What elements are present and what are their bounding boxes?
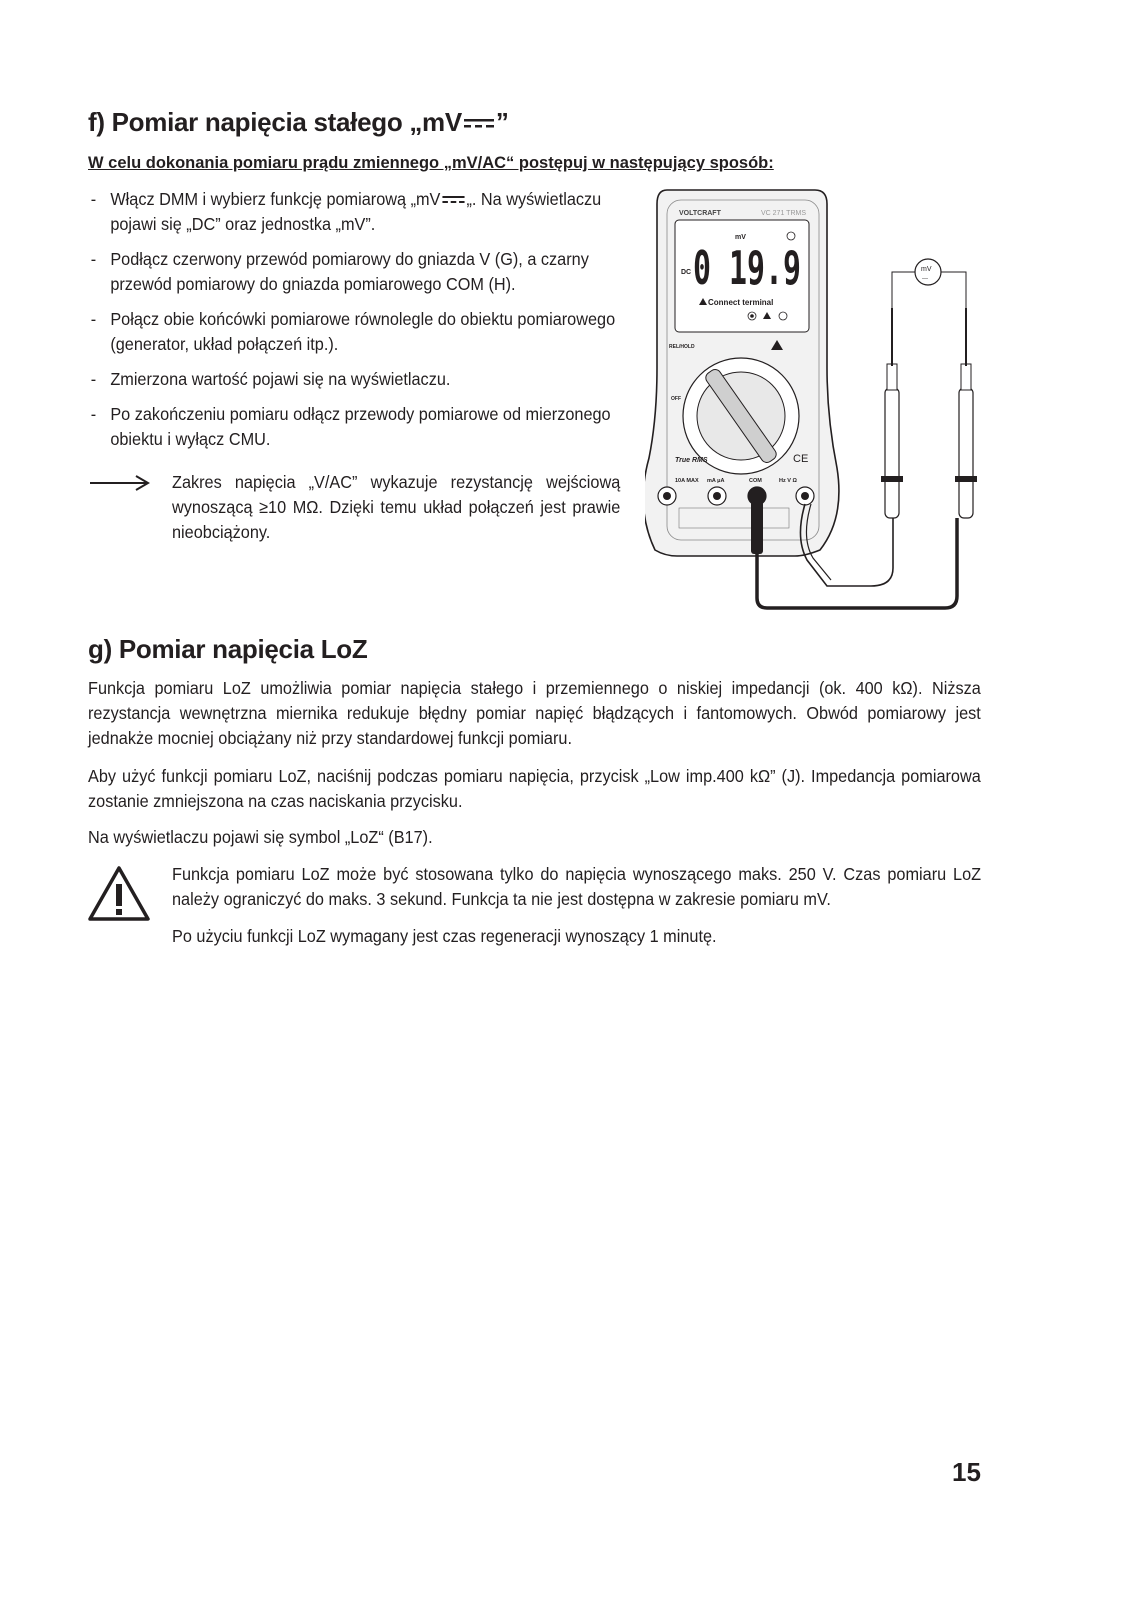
list-item: - Zmierzona wartość pojawi się na wyświetlaczu. [88,367,620,392]
ce-mark: CE [793,453,809,465]
page-number: 15 [952,1457,981,1487]
list-item: - Podłącz czerwony przewód pomiarowy do gniazda V (G), a czarny przewód pomiarowy do gniazda pomiarowego COM (H). [88,247,620,297]
display-unit: mV [735,234,746,241]
red-probe-body [885,388,899,518]
step-1-pre: Włącz DMM i wybierz funkcję pomiarową „mV [110,189,441,209]
warning-icon [86,864,152,924]
red-probe [881,308,903,518]
display-value: 0 19.9 [693,241,801,295]
display-message: Connect terminal [708,298,774,307]
section-g-title: g) Pomiar napięcia LoZ [88,634,368,664]
dc-symbol-icon [442,195,464,205]
section-f-title-suffix: ” [495,107,509,137]
terminal-10a-label: 10A MAX [675,478,699,484]
section-g-warning-2: Po użyciu funkcji LoZ wymagany jest czas regeneracji wynoszący 1 minutę. [172,926,717,946]
model-label: VC 271 TRMS [761,210,806,217]
section-f-intro: W celu dokonania pomiaru prądu zmiennego „mV/AC“ postępuj w następujący sposób: [88,154,774,172]
step-1-post: „. Na wyświetlaczu pojawi się „DC” oraz jednostka „mV”. [110,189,602,234]
terminal-v-label: Hz V Ω [779,478,797,484]
terminal-ma-label: mA μA [707,478,725,484]
socket-ma-hole [713,492,721,500]
section-f-title-text: f) Pomiar napięcia stałego „mV [88,107,462,137]
true-rms-label: True RMS [675,457,708,464]
red-probe-grip [887,364,897,390]
rel-hold-label: REL/HOLD [669,344,695,350]
section-f-title [88,107,509,138]
list-item: - Po zakończeniu pomiaru odłącz przewody pomiarowe od mierzonego obiektu i wyłącz CMU. [88,402,620,452]
terminal-indicator-dot [750,314,754,318]
black-probe [955,308,977,518]
black-probe-body [959,388,973,518]
list-item [88,187,620,237]
red-probe-guard [881,476,903,482]
brand-label: VOLTCRAFT [679,210,721,217]
arrow-right-icon [88,474,152,492]
multimeter-diagram [645,188,985,612]
section-g-para1: Funkcja pomiaru LoZ umożliwia pomiar napięcia stałego i przemiennego o niskiej impedancji (ok. 400 kΩ). Niższa rezystancja wewnętrzna miernika redukuje błędny pomiar napięć błądzących i fantomowych. Obwód pomiarowy jest jednakże mocniej obciążany niż przy standardowej funkcji pomiaru. [88,678,981,748]
black-probe-grip [961,364,971,390]
section-g-para2: Aby użyć funkcji pomiaru LoZ, naciśnij podczas pomiaru napięcia, przycisk „Low imp.400 kΩ” (J). Impedancja pomiarowa zostanie zmniejszona na czas naciskania przycisku. [88,766,981,811]
black-probe-plug [751,488,763,554]
section-g-para3: Na wyświetlaczu pojawi się symbol „LoZ“ (B17). [88,827,433,847]
display-mode: DC [681,269,692,276]
off-label: OFF [671,396,681,402]
section-g-warning-1: Funkcja pomiaru LoZ może być stosowana tylko do napięcia wynoszącego maks. 250 V. Czas pomiaru LoZ należy ograniczyć do maks. 3 sekund. Funkcja ta nie jest dostępna w zakresie pomiaru mV. [172,864,982,909]
circuit-wire-right [941,272,966,308]
socket-v-hole [801,492,809,500]
black-probe-guard [955,476,977,482]
source-dc-symbol: --- [922,276,928,282]
section-f-note: Zakres napięcia „V/AC” wykazuje rezystancję wejściową wynoszącą ≥10 MΩ. Dzięki temu układ połączeń jest prawie nieobciążony. [172,472,621,542]
terminal-com-label: COM [749,478,762,484]
list-item: - Połącz obie końcówki pomiarowe równolegle do obiektu pomiarowego (generator, układ połączeń itp.). [88,307,620,357]
source-symbol: mV [921,266,932,273]
dc-symbol-icon [463,117,495,131]
socket-10a-hole [663,492,671,500]
circuit-wire-left [892,272,915,308]
section-f-steps [88,187,620,462]
